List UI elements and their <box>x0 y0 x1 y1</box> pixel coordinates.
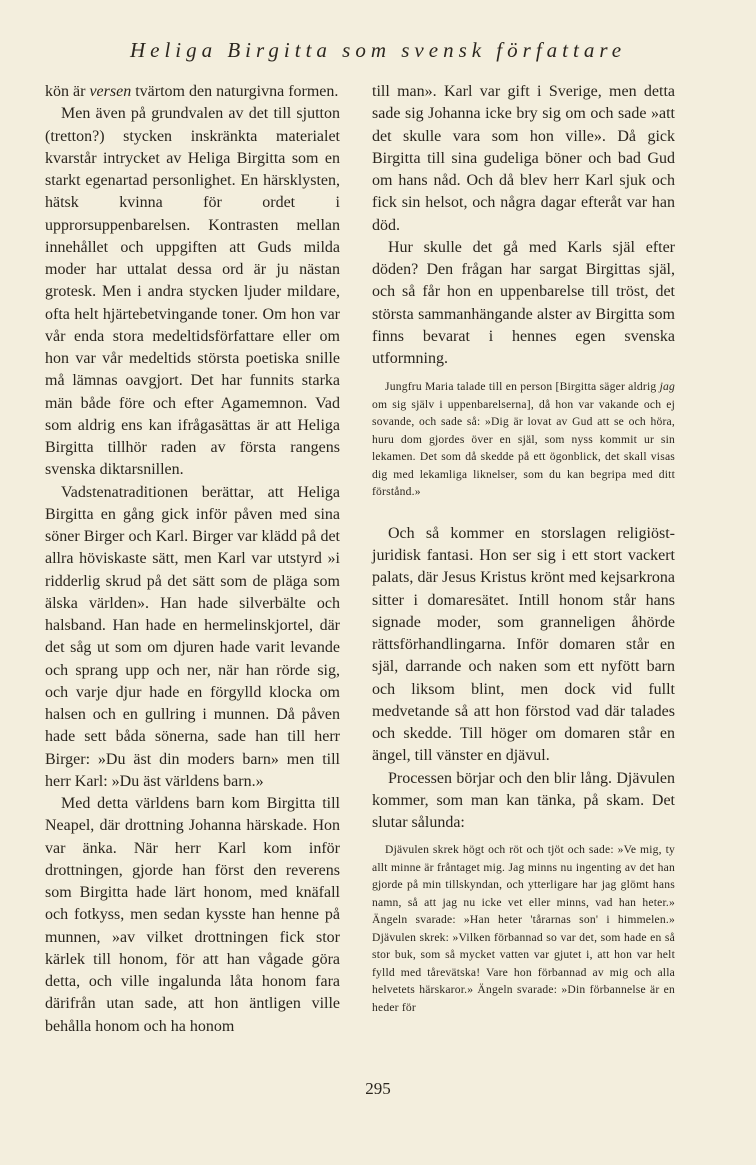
text-fragment: Jungfru Maria talade till en person [Birgitta säger aldrig <box>385 380 660 394</box>
block-quote: Djävulen skrek högt och röt och tjöt och sade: »Ve mig, ty allt minne är fråntaget mig. Jag minns nu ingenting av det han gjorde på min tillskyndan, och ytterligare har jag glömt hans namn, så att jag nu icke vet eller minns, vad han heter.» Ängeln svarade: »Han heter 'tårarnas son' i himmelen.» Djävulen skrek: »Vilken förbannad so var det, som hade en så stor buk, som så mycket vatten var gjutet i, att hon var helt fylld med tårevätska! Vare hon förbannad av mig och alla helvetets härskaror.» Ängeln svarade: »Din förbannelse är en heder för <box>372 843 675 1014</box>
paragraph <box>45 81 340 103</box>
paragraph: Med detta världens barn kom Birgitta till Neapel, där drottning Johanna härskade. Hon var änka. När herr Karl kom inför drottningen, gjorde han först den reverens som Birgitta hade lärt honom, med knäfall och fotkyss, men sedan kysste han henne på munnen, »av vilket drottningen fick stor kärlek till honom, för att han vågade göra detta, och ville ingalunda låta honom fara därifrån utan sade, att hon äntligen ville behålla honom och ha honom <box>45 795 340 1035</box>
paragraph: Och så kommer en storslagen religiöst-juridisk fantasi. Hon ser sig i ett stort vackert palats, där Jesus Kristus krönt med kejsarkrona sitter i domaresätet. Intill honom står hans signade moder, som granneligen åhörde rättsförhandlingarna. Inför domaren står en själ, darrande och naken som ett nyfött barn och liksom blint, men dock vid fullt medvetande så att hon förstod vad där talades och skedde. Till höger om domaren står en ängel, till vänster en djävul. <box>372 524 675 765</box>
text-fragment: tvärtom den naturgivna formen. <box>131 83 339 100</box>
emphasis: jag <box>659 380 675 394</box>
paragraph: Hur skulle det gå med Karls själ efter döden? Den frågan har sargat Birgittas själ, och så får hon en uppenbarelse till tröst, det största sammanhängande alster av Birgitta som finns bevarat i hennes egen svenska utformning. <box>372 238 675 367</box>
text-fragment: kön är <box>45 83 90 100</box>
left-column <box>45 81 340 1038</box>
page-number: 295 <box>365 1079 391 1098</box>
right-column <box>372 81 675 1016</box>
text-fragment: om sig själv i uppenbarelserna], då hon var vakande och ej sovande, och sade så: »Dig är lovat av Gud att se och höra, huru dom gjordes över en själ, som nyss kommit ur sin lekamen. Det som då skedde på ett ögonblick, det skall visas dig med lekamliga liknelser, som du kan begripa med ditt förstånd.» <box>372 397 675 499</box>
paragraph: Vadstenatraditionen berättar, att Heliga Birgitta en gång gick inför påven med sina söner Birger och Karl. Birger var klädd på det allra höviskaste sätt, men Karl var utstyrd »i ridderlig skrud på det sätt som de pläga som älska världen». Han hade silverbälte och halsband. Han hade en hermelinskjortel, där det såg ut som om djuren hade varit levande och sprang upp och ner, när han rörde sig, och varje djur hade en förgylld klocka om halsen och en gullring i munnen. Då påven hade sett båda sönerna, sade han till herr Birger: »Du äst din moders barn» men till herr Karl: »Du äst världens barn.» <box>45 483 340 790</box>
block-quote <box>372 378 675 501</box>
emphasis: versen <box>89 83 132 100</box>
paragraph: till man». Karl var gift i Sverige, men detta sade sig Johanna icke bry sig om och sade »att det skulle vara som hon ville». Då gick Birgitta till sina gudeliga böner och bad Gud om hans nåd. Och då blev herr Karl sjuk och fick sin helsot, och några dagar efteråt var han död. <box>372 83 675 234</box>
paragraph: Men även på grundvalen av det till sjutton (tretton?) stycken inskränkta materialet kvarstår intrycket av Heliga Birgitta som en starkt egenartad personlighet. En härsklysten, hätsk kvinna för ordet i upprorsuppenbarelsen. Kontrasten mellan innehållet och uppgiften att Guds milda moder har uttalat dessa ord är ju nästan grotesk. Men i andra stycken ljuder mildare, ofta helt hjärtebetvingande toner. Om hon var vår enda stora medeltidsförfattare eller om hon var vår medeltids största poetiska snille må lämnas oavgjort. Det har funnits starka män både före och efter Agamemnon. Vad som aldrig ens kan ifrågasättas är att Heliga Birgitta tillhör raden av första rangens svenska diktarsnillen. <box>45 105 340 479</box>
running-header: Heliga Birgitta som svensk författare <box>129 38 627 62</box>
paragraph: Processen börjar och den blir lång. Djävulen kommer, som man kan tänka, på skam. Det slutar sålunda: <box>372 769 675 831</box>
